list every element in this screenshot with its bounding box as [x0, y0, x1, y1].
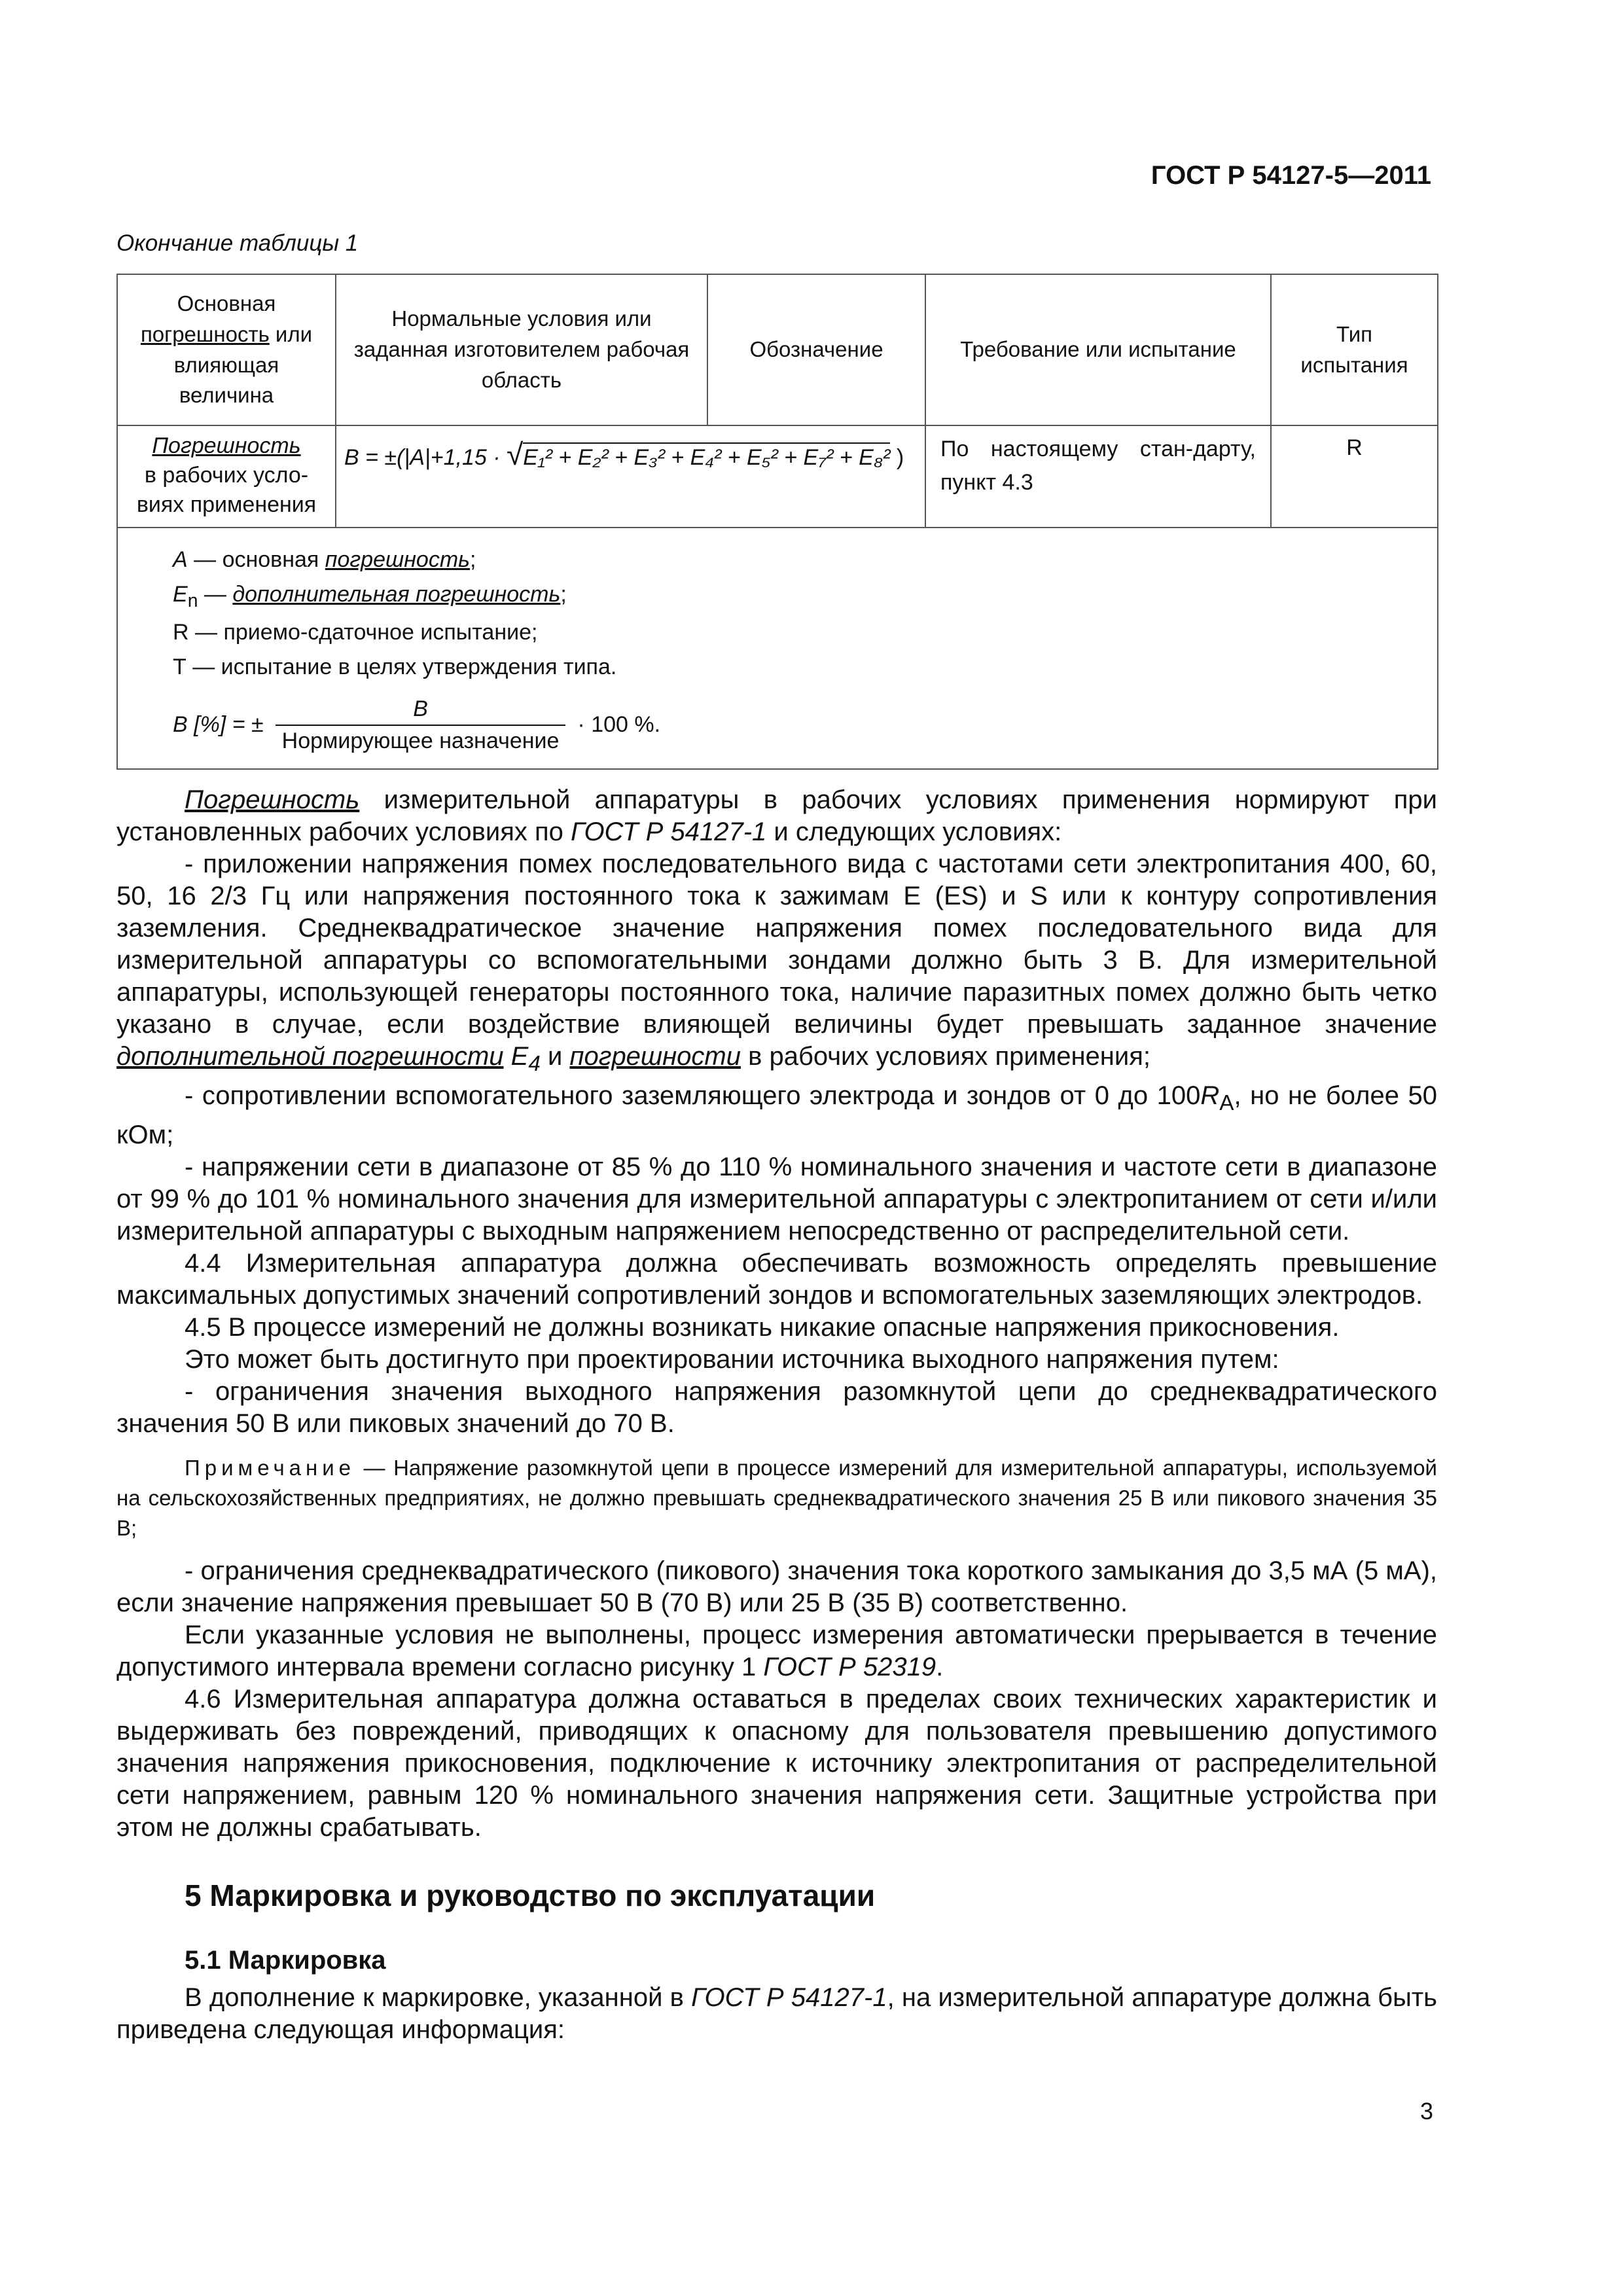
p10-text-b: . [936, 1653, 944, 1681]
p3-symbol: R [1200, 1081, 1220, 1110]
section-title: 5 Маркировка и руководство по эксплуатации [185, 1878, 876, 1912]
percent-formula-rhs: · 100 %. [577, 712, 661, 738]
p3-text-b: , но не более 50 кОм; [116, 1081, 1438, 1149]
formula-radicand: E₁² + E₂² + E₃² + E₄² + E₅² + E₇² + E₈² [523, 442, 890, 470]
paragraph-11: 4.6 Измерительная аппаратура должна оставаться в пределах своих технических характеристик и выдерживать без повреждений, приводящих к опасному для пользователя превышению допустимого значения напряжения прикосновения, подключение к источнику электропитания от распределительной сети напряжением, равным 120 % номинального значения напряжения сети. Защитные устройства при этом не должны срабатывать. [116, 1685, 1437, 1842]
p10-text-a: Если указанные условия не выполнены, процесс измерения автоматически прерывается в течение допустимого интервала времени согласно рисунку 1 [116, 1621, 1437, 1681]
table-caption: Окончание таблицы 1 [116, 230, 359, 256]
p2-term-1: дополнительной погрешности [116, 1042, 504, 1071]
table-header-row [117, 274, 1438, 425]
note-paragraph [116, 1453, 1437, 1543]
paragraph-7: Это может быть достигнуто при проектировании источника выходного напряжения путем: [185, 1345, 1279, 1374]
row-requirement: По настоящему стан-дарту, пункт 4.3 [925, 425, 1271, 528]
row-parameter [117, 425, 336, 528]
note-a-symbol: A [173, 547, 188, 572]
p1-reference: ГОСТ Р 54127-1 [571, 817, 767, 846]
table-row [117, 425, 1438, 528]
header-parameter-a: Основная [177, 291, 276, 315]
table-notes [117, 528, 1438, 769]
paragraph-1 [116, 784, 1437, 848]
note-label: Примечание [185, 1456, 356, 1480]
table-notes-row [117, 528, 1438, 769]
p2-and: и [540, 1042, 570, 1071]
note-e-end: ; [560, 581, 567, 607]
paragraph-9: - ограничения среднеквадратического (пикового) значения тока короткого замыкания до 3,5 мА (5 мА), если значение напряжения превышает 50 В (70 В) или 25 В (35 В) соответственно. [116, 1556, 1437, 1617]
p10-reference: ГОСТ Р 52319 [763, 1653, 936, 1681]
page-number: 3 [1419, 2098, 1433, 2125]
document-code: ГОСТ Р 54127-5—2011 [1150, 161, 1431, 190]
row-parameter-term: Погрешность [152, 433, 301, 458]
percent-formula-fraction [276, 696, 566, 754]
p12-reference: ГОСТ Р 54127-1 [691, 1983, 887, 2012]
paragraph-12 [116, 1982, 1437, 2046]
row-formula [336, 425, 925, 528]
header-conditions: Нормальные условия или заданная изготовителем рабочая область [336, 274, 707, 425]
note-e-dash: — [198, 581, 233, 607]
p1-text-a: измерительной аппаратуры в рабочих условиях применения нормируют при установленных рабочих условиях по [116, 785, 1437, 846]
header-designation: Обозначение [707, 274, 925, 425]
row-test-type: R [1271, 425, 1438, 528]
header-parameter-c: или влияющая величина [173, 321, 313, 408]
note-e-term: дополнительная погрешность [232, 581, 561, 607]
note-a [173, 543, 1437, 577]
paragraph-10 [116, 1619, 1437, 1683]
header-test-type: Тип испытания [1271, 274, 1438, 425]
row-parameter-text: в рабочих усло-виях применения [136, 462, 317, 517]
paragraph-4: - напряжении сети в диапазоне от 85 % до 110 % номинального значения и частоте сети в диапазоне от 99 % до 101 % номинального значения для измерительной аппаратуры с электропитанием от сети и/или измерительной аппаратуры с выходным напряжением непосредственно от распределительной сети. [116, 1153, 1437, 1246]
p3-subscript: A [1219, 1091, 1234, 1115]
subsection-title: 5.1 Маркировка [185, 1946, 386, 1975]
paragraph-8: - ограничения значения выходного напряжения разомкнутой цепи до среднеквадратического значения 50 В или пиковых значений до 70 В. [116, 1377, 1437, 1438]
p12-text-a: В дополнение к маркировке, указанной в [185, 1983, 692, 2012]
percent-formula-lhs: B [%] = ± [173, 712, 264, 738]
p1-term: Погрешность [185, 785, 360, 814]
paragraph-2 [116, 848, 1437, 1080]
p1-text-b: и следующих условиях: [766, 817, 1062, 846]
note-a-dash: — основная [187, 547, 325, 572]
fraction-numerator: B [413, 696, 428, 721]
p2-subscript: 4 [528, 1052, 541, 1076]
sqrt-icon: √ [507, 437, 524, 471]
header-parameter [117, 274, 336, 425]
note-e-subscript: n [187, 590, 198, 611]
note-a-term: погрешность [325, 547, 471, 572]
paragraph-3 [116, 1080, 1437, 1151]
paragraph-6: 4.5 В процессе измерений не должны возникать никакие опасные напряжения прикосновения. [185, 1313, 1340, 1342]
header-parameter-b: погрешность [140, 321, 270, 346]
requirements-table [116, 274, 1438, 770]
note-text: — Напряжение разомкнутой цепи в процессе измерений для измерительной аппаратуры, используемой на сельскохозяйственных предприятиях, не должно превышать среднеквадратического значения 25 В или пикового значения 35 В; [116, 1456, 1437, 1540]
fraction-denominator: Нормирующее назначение [276, 725, 566, 754]
note-a-end: ; [470, 547, 476, 572]
p3-text-a: - сопротивлении вспомогательного заземляющего электрода и зондов от 0 до 100 [185, 1081, 1201, 1110]
p2-end: в рабочих условиях применения; [740, 1042, 1151, 1071]
p2-text: - приложении напряжения помех последовательного вида с частотами сети электропитания 400, 60, 50, 16 2/3 Гц или напряжения постоянного тока к зажимам Е (ES) и S или к контуру сопротивления заземления. Среднеквадратическое значение напряжения помех последовательного вида для измерительной аппаратуры со вспомогательными зондами должно быть 3 В. Для измерительной аппаратуры, использующей генераторы постоянного тока, наличие паразитных помех должно быть четко указано в случае, если воздействие влияющей величины будет превышать заданное значение [116, 850, 1438, 1039]
p2-term-2: погрешности [569, 1042, 741, 1071]
note-e-symbol: E [173, 581, 188, 607]
note-e [173, 577, 1437, 616]
note-t: Т — испытание в целях утверждения типа. [173, 655, 617, 680]
percent-formula [173, 696, 1437, 754]
body-text [116, 784, 1437, 2046]
formula-lhs: B = ±(|A|+1,15 · [344, 445, 501, 470]
p12-text-b: , на измерительной аппаратуре должна быть приведена следующая информация: [116, 1983, 1437, 2044]
formula-close: ) [896, 445, 904, 470]
note-r: R — приемо-сдаточное испытание; [173, 620, 538, 645]
header-requirement: Требование или испытание [925, 274, 1271, 425]
p2-symbol: E [510, 1042, 529, 1071]
paragraph-5: 4.4 Измерительная аппаратура должна обеспечивать возможность определять превышение максимальных допустимых значений сопротивлений зондов и вспомогательных заземляющих электродов. [116, 1249, 1437, 1310]
